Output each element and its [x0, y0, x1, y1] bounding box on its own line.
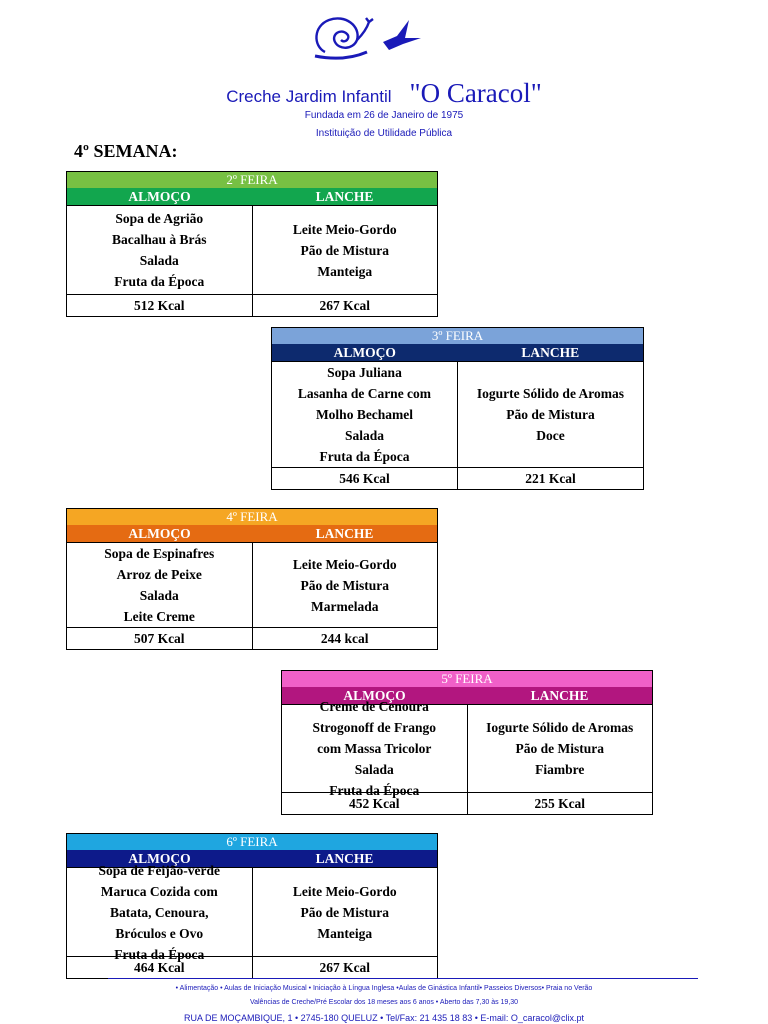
menu-body	[67, 862, 437, 962]
lanche-item: Pão de Mistura	[515, 741, 604, 756]
day-menu-table-3	[271, 327, 644, 490]
menu-body	[272, 361, 643, 467]
school-name: "O Caracol"	[409, 78, 542, 108]
almoco-item: Fruta da Época	[114, 946, 205, 962]
almoco-item: Sopa de Espinafres	[104, 546, 215, 561]
school-prefix: Creche Jardim Infantil	[226, 87, 392, 106]
almoco-column	[272, 362, 457, 467]
footer-valencias: Valências de Creche/Pré Escolar dos 18 meses aos 6 anos • Aberto das 7,30 às 19,30	[249, 999, 519, 1006]
column-header-row	[67, 525, 437, 542]
lanche-column	[467, 705, 653, 792]
lanche-kcal: 267 Kcal	[252, 957, 438, 978]
lanche-kcal: 255 Kcal	[467, 793, 653, 814]
kcal-row	[67, 956, 437, 978]
day-label: 4º FEIRA	[226, 509, 278, 524]
founded-text: Fundada em 26 de Janeiro de 1975	[304, 110, 464, 121]
lanche-kcal: 221 Kcal	[457, 468, 643, 489]
lanche-item: Pão de Mistura	[300, 577, 389, 593]
lanche-kcal: 244 kcal	[252, 628, 438, 649]
almoco-item: com Massa Tricolor	[317, 741, 432, 756]
almoco-item: Fruta da Época	[319, 449, 410, 464]
lanche-header: LANCHE	[315, 189, 374, 204]
lanche-column	[252, 543, 438, 627]
almoco-item: Creme de Cenoura	[319, 699, 429, 714]
almoco-kcal: 452 Kcal	[348, 796, 400, 811]
almoco-item: Sopa de Agrião	[115, 211, 204, 226]
day-label: 3º FEIRA	[431, 328, 484, 343]
lanche-header: LANCHE	[521, 345, 580, 360]
almoco-column	[282, 699, 467, 798]
menu-body	[67, 205, 437, 294]
footer-address: RUA DE MOÇAMBIQUE, 1 • 2745-180 QUELUZ • Tel/Fax: 21 435 18 83 • E-mail: O_caracol@clix.pt	[183, 1013, 585, 1023]
lanche-item: Leite Meio-Gordo	[292, 556, 397, 572]
almoco-column	[67, 206, 252, 294]
almoco-item: Salada	[344, 428, 385, 443]
footer-activities: • Alimentação • Aulas de Iniciação Musical • Iniciação à Língua Inglesa •Aulas de Ginástica Infantil• Passeios Diversos• Praia no Verão	[175, 985, 593, 992]
almoco-item: Fruta da Época	[114, 274, 205, 289]
kcal-row	[272, 467, 643, 489]
day-label: 2º FEIRA	[226, 172, 278, 187]
day-header	[67, 172, 437, 188]
almoco-column	[67, 862, 252, 962]
almoco-item: Fruta da Época	[329, 783, 420, 798]
almoco-header: ALMOÇO	[128, 851, 191, 866]
day-header	[282, 671, 652, 687]
footer-divider	[108, 978, 698, 979]
almoco-item: Bacalhau à Brás	[111, 232, 207, 247]
almoco-column	[67, 543, 252, 627]
lanche-item: Leite Meio-Gordo	[292, 883, 397, 899]
almoco-item: Leite Creme	[123, 609, 195, 624]
column-header-row	[67, 188, 437, 205]
almoco-item: Salada	[139, 588, 179, 603]
lanche-item: Leite Meio-Gordo	[292, 221, 397, 237]
lanche-header: LANCHE	[315, 851, 374, 866]
almoco-kcal: 546 Kcal	[339, 471, 390, 486]
kcal-row	[67, 294, 437, 316]
day-label: 5º FEIRA	[441, 671, 493, 686]
lanche-kcal: 267 Kcal	[252, 295, 438, 316]
lanche-item: Manteiga	[317, 925, 373, 941]
day-header	[67, 834, 437, 850]
column-header-row	[272, 344, 643, 361]
kcal-row	[282, 792, 652, 814]
lanche-item: Marmelada	[311, 598, 379, 614]
almoco-item: Lasanha de Carne com	[297, 386, 432, 401]
day-menu-table-6	[66, 833, 438, 979]
almoco-kcal: 507 Kcal	[133, 631, 185, 646]
lanche-item: Doce	[536, 428, 565, 443]
lanche-column	[457, 362, 643, 467]
almoco-item: Maruca Cozida com	[100, 883, 218, 899]
almoco-header: ALMOÇO	[333, 345, 396, 360]
lanche-column	[252, 206, 438, 294]
kcal-row	[67, 627, 437, 649]
almoco-kcal: 464 Kcal	[133, 960, 185, 975]
lanche-item: Pão de Mistura	[300, 242, 389, 258]
almoco-item: Salada	[139, 253, 179, 268]
almoco-item: Molho Bechamel	[315, 407, 414, 422]
almoco-item: Salada	[354, 762, 394, 777]
almoco-header: ALMOÇO	[343, 688, 406, 703]
day-menu-table-5	[281, 670, 653, 815]
day-menu-table-2	[66, 171, 438, 317]
week-title: 4º SEMANA:	[74, 141, 178, 161]
lanche-column	[252, 868, 438, 956]
lanche-item: Fiambre	[535, 762, 585, 777]
almoco-kcal: 512 Kcal	[133, 298, 185, 313]
lanche-item: Manteiga	[317, 263, 373, 279]
almoco-item: Strogonoff de Frango	[312, 720, 436, 735]
almoco-header: ALMOÇO	[128, 526, 191, 541]
lanche-header: LANCHE	[530, 688, 589, 703]
lanche-item: Iogurte Sólido de Aromas	[486, 720, 634, 735]
day-header	[272, 328, 643, 344]
lanche-item: Iogurte Sólido de Aromas	[476, 386, 625, 401]
almoco-item: Batata, Cenoura,	[109, 904, 209, 920]
day-header	[67, 509, 437, 525]
almoco-item: Bróculos e Ovo	[115, 925, 204, 941]
almoco-header: ALMOÇO	[128, 189, 191, 204]
lanche-item: Pão de Mistura	[506, 407, 595, 422]
status-text: Instituição de Utilidade Pública	[315, 128, 453, 139]
almoco-item: Sopa Juliana	[327, 365, 402, 380]
day-menu-table-4	[66, 508, 438, 650]
day-label: 6º FEIRA	[226, 834, 278, 849]
almoco-item: Arroz de Peixe	[116, 567, 202, 582]
snail-logo-icon	[305, 12, 425, 70]
school-header	[0, 78, 768, 109]
lanche-header: LANCHE	[315, 526, 374, 541]
almoco-item: Sopa de Feijão-verde	[98, 862, 220, 878]
menu-body	[67, 542, 437, 627]
menu-body	[282, 699, 652, 798]
lanche-item: Pão de Mistura	[300, 904, 389, 920]
